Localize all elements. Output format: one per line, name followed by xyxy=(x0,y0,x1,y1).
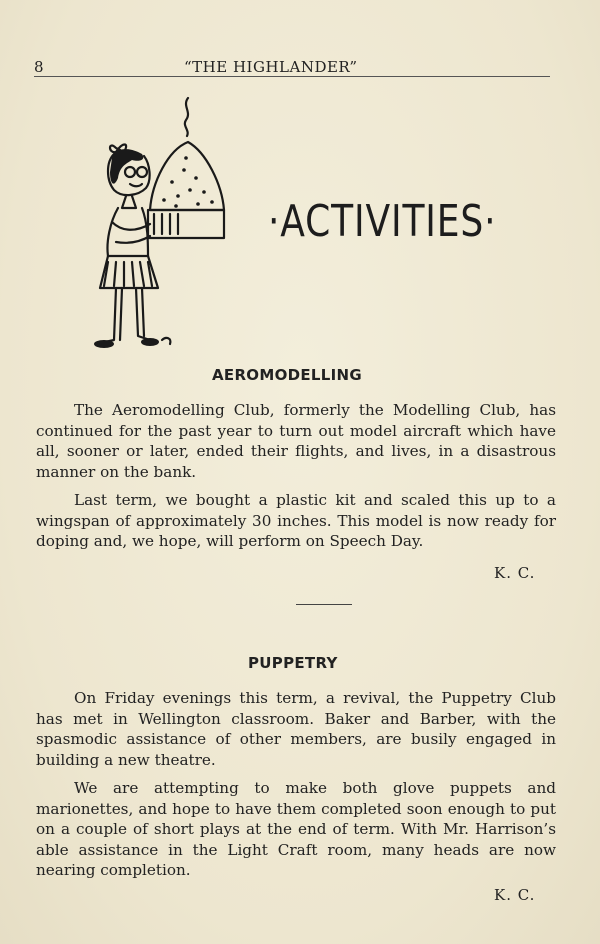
aeromodelling-paragraph-1: The Aeromodelling Club, formerly the Modelling Club, has continued for the past year to turn out model aircraft which have all, sooner or later, ended their flights, and lives, in a disastrous manner on the bank. xyxy=(36,401,556,481)
header-rule xyxy=(34,76,550,77)
page-title: ·ACTIVITIES· xyxy=(268,196,497,247)
aeromodelling-signature: K. C. xyxy=(494,564,536,582)
puppetry-signature: K. C. xyxy=(494,886,536,904)
section-heading-aeromodelling: AEROMODELLING xyxy=(212,366,362,384)
running-title: “THE HIGHLANDER” xyxy=(184,58,358,76)
page-header xyxy=(34,58,550,78)
section-heading-puppetry: PUPPETRY xyxy=(248,654,338,672)
page-number: 8 xyxy=(34,58,44,76)
aeromodelling-paragraph-2: Last term, we bought a plastic kit and scaled this up to a wingspan of approximately 30 inches. This model is now ready for doping and, we hope, will perform on Speech Day. xyxy=(36,491,556,550)
puppetry-paragraph-1: On Friday evenings this term, a revival, the Puppetry Club has met in Wellington classroom. Baker and Barber, with the spasmodic assistance of other members, are busily engaged in building a new theatre. xyxy=(36,689,556,769)
puppetry-paragraph-2: We are attempting to make both glove puppets and marionettes, and hope to have them completed soon enough to put on a couple of short plays at the end of term. With Mr. Harrison’s able assistance in the Light Craft room, many heads are now nearing completion. xyxy=(36,779,556,879)
section-divider xyxy=(296,604,352,605)
girl-holding-cake-icon xyxy=(92,92,232,352)
